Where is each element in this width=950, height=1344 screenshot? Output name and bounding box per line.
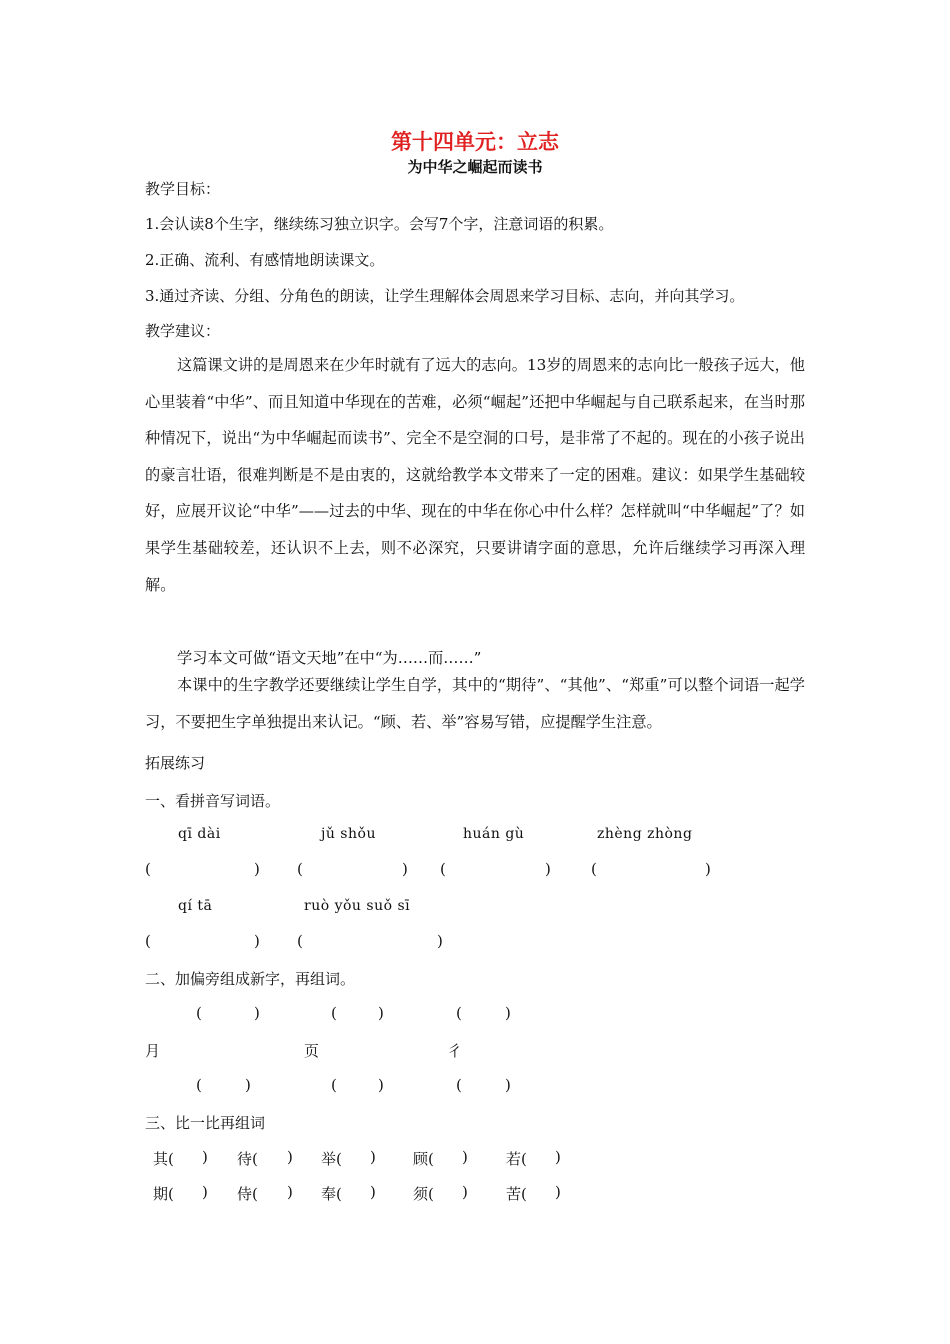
compare-close: )	[202, 1148, 208, 1166]
answer-paren-open: (	[331, 1004, 337, 1022]
answer-paren-close: )	[545, 860, 551, 878]
advice-paragraph: 本课中的生字教学还要继续让学生自学，其中的“期待”、“其他”、“郑重”可以整个词语一起学习，不要把生字单独提出来认记。“顾、若、举”容易写错，应提醒学生注意。	[145, 676, 805, 731]
goals-heading: 教学目标：	[145, 180, 221, 198]
compare-char: 若(	[506, 1150, 527, 1168]
answer-paren-close: )	[378, 1076, 384, 1094]
answer-paren-open: (	[145, 932, 151, 950]
advice-paragraph: 这篇课文讲的是周恩来在少年时就有了远大的志向。13岁的周恩来的志向比一般孩子远大，他心里装着“中华”、而且知道中华现在的苦难，必须“崛起”还把中华崛起与自己联系起来，在当时那种情况下，说出“为中华崛起而读书”、完全不是空洞的口号，是非常了不起的。现在的小孩子说出的豪言壮语，很难判断是不是由衷的，这就给教学本文带来了一定的困难。建议：如果学生基础较好，应展开议论“中华”——过去的中华、现在的中华在你心中什么样？怎样就叫“中华崛起”了？如果学生基础较差，还认识不上去，则不必深究，只要讲请字面的意思，允许后继续学习再深入理解。	[145, 356, 805, 594]
answer-paren-close: )	[505, 1076, 511, 1094]
pinyin-label: jǔ shǒu	[321, 826, 376, 842]
compare-close: )	[287, 1183, 293, 1201]
answer-paren-open: (	[196, 1004, 202, 1022]
compare-char: 苦(	[506, 1185, 527, 1203]
compare-close: )	[555, 1183, 561, 1201]
compare-char: 期(	[153, 1185, 174, 1203]
advice-heading: 教学建议：	[145, 322, 221, 340]
lesson-subtitle: 为中华之崛起而读书	[407, 158, 543, 176]
compare-close: )	[202, 1183, 208, 1201]
compare-char: 奉(	[321, 1185, 342, 1203]
answer-paren-close: )	[505, 1004, 511, 1022]
page-title: 第十四单元：立志	[391, 130, 559, 154]
answer-paren-open: (	[145, 860, 151, 878]
pinyin-label: ruò yǒu suǒ sī	[304, 898, 411, 914]
answer-paren-close: )	[402, 860, 408, 878]
goal-item: 2.正确、流利、有感情地朗读课文。	[145, 251, 385, 269]
answer-paren-close: )	[254, 1004, 260, 1022]
compare-close: )	[462, 1183, 468, 1201]
answer-paren-open: (	[456, 1004, 462, 1022]
compare-close: )	[287, 1148, 293, 1166]
radical-label: 页	[304, 1042, 320, 1060]
pinyin-label: qī dài	[178, 826, 221, 842]
answer-paren-close: )	[245, 1076, 251, 1094]
goal-item: 1.会认读8个生字，继续练习独立识字。会写7个字，注意词语的积累。	[145, 215, 614, 233]
answer-paren-close: )	[254, 860, 260, 878]
answer-paren-open: (	[440, 860, 446, 878]
answer-paren-open: (	[196, 1076, 202, 1094]
answer-paren-open: (	[456, 1076, 462, 1094]
answer-paren-close: )	[705, 860, 711, 878]
pinyin-label: zhèng zhòng	[597, 826, 693, 842]
pinyin-label: qí tā	[178, 898, 213, 914]
compare-char: 侍(	[237, 1185, 258, 1203]
question-3-heading: 三、比一比再组词	[145, 1114, 266, 1132]
answer-paren-close: )	[437, 932, 443, 950]
compare-close: )	[370, 1148, 376, 1166]
question-1-heading: 一、看拼音写词语。	[145, 792, 281, 810]
compare-close: )	[370, 1183, 376, 1201]
compare-char: 举(	[321, 1150, 342, 1168]
answer-paren-open: (	[331, 1076, 337, 1094]
compare-close: )	[462, 1148, 468, 1166]
compare-char: 待(	[237, 1150, 258, 1168]
answer-paren-open: (	[297, 932, 303, 950]
radical-label: 彳	[447, 1042, 463, 1060]
question-2-heading: 二、加偏旁组成新字，再组词。	[145, 970, 356, 988]
answer-paren-close: )	[254, 932, 260, 950]
goal-item: 3.通过齐读、分组、分角色的朗读，让学生理解体会周恩来学习目标、志向，并向其学习。	[145, 287, 745, 305]
answer-paren-close: )	[378, 1004, 384, 1022]
advice-paragraph: 学习本文可做“语文天地”在中“为……而……”	[177, 649, 482, 667]
answer-paren-open: (	[297, 860, 303, 878]
compare-char: 须(	[413, 1185, 434, 1203]
answer-paren-open: (	[591, 860, 597, 878]
compare-char: 其(	[153, 1150, 174, 1168]
compare-char: 顾(	[413, 1150, 434, 1168]
radical-label: 月	[145, 1042, 161, 1060]
practice-heading: 拓展练习	[145, 754, 206, 772]
pinyin-label: huán gù	[463, 826, 525, 842]
compare-close: )	[555, 1148, 561, 1166]
